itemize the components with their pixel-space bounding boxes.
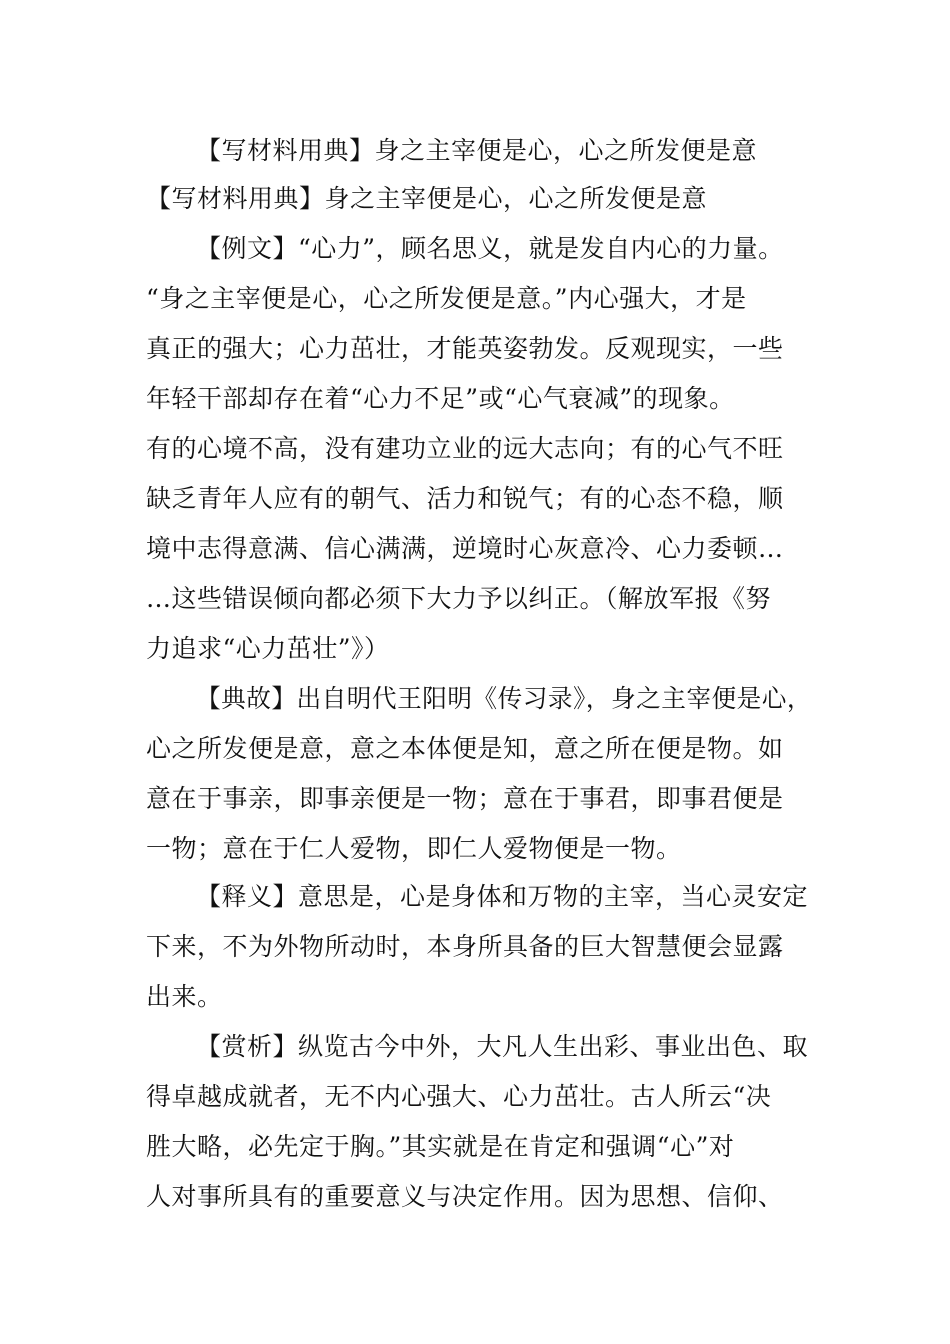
meaning-paragraph-line: 【释义】意思是，心是身体和万物的主宰，当心灵安定: [196, 882, 809, 911]
example-paragraph-line: 【例文】“心力”，顾名思义，就是发自内心的力量。: [196, 234, 784, 263]
example-paragraph-line: 真正的强大；心力茁壮，才能英姿勃发。反观现实，一些: [146, 334, 784, 363]
example-paragraph-line: 力追求“心力茁壮”》）: [146, 634, 390, 663]
meaning-paragraph-line: 下来，不为外物所动时，本身所具备的巨大智慧便会显露: [146, 932, 784, 961]
example-paragraph-line: 年轻干部却存在着“心力不足”或“心气衰减”的现象。: [146, 384, 735, 413]
appreciation-paragraph-line: 【赏析】纵览古今中外，大凡人生出彩、事业出色、取: [196, 1032, 809, 1061]
appreciation-paragraph-line: 人对事所具有的重要意义与决定作用。因为思想、信仰、: [146, 1182, 784, 1211]
example-paragraph-line: 缺乏青年人应有的朝气、活力和锐气；有的心态不稳，顺: [146, 484, 784, 513]
allusion-paragraph-line: 一物；意在于仁人爱物，即仁人爱物便是一物。: [146, 834, 682, 863]
example-paragraph-line: 境中志得意满、信心满满，逆境时心灰意冷、心力委顿…: [146, 534, 784, 563]
example-paragraph-line: 有的心境不高，没有建功立业的远大志向；有的心气不旺: [146, 434, 784, 463]
appreciation-paragraph-line: 得卓越成就者，无不内心强大、心力茁壮。古人所云“决: [146, 1082, 772, 1111]
allusion-paragraph-line: 【典故】出自明代王阳明《传习录》，身之主宰便是心，: [196, 684, 813, 713]
appreciation-paragraph-line: 胜大略，必先定于胸。”其实就是在肯定和强调“心”对: [146, 1132, 735, 1161]
allusion-paragraph-line: 心之所发便是意，意之本体便是知，意之所在便是物。如: [146, 734, 784, 763]
doc-title-line-repeat: 【写材料用典】身之主宰便是心，心之所发便是意: [146, 184, 708, 213]
allusion-paragraph-line: 意在于事亲，即事亲便是一物；意在于事君，即事君便是: [146, 784, 784, 813]
example-paragraph-line: …这些错误倾向都必须下大力予以纠正。（解放军报《努: [146, 584, 772, 613]
doc-title-line: 【写材料用典】身之主宰便是心，心之所发便是意: [196, 136, 758, 165]
meaning-paragraph-line: 出来。: [146, 982, 223, 1011]
example-paragraph-line: “身之主宰便是心，心之所发便是意。”内心强大，才是: [146, 284, 747, 313]
